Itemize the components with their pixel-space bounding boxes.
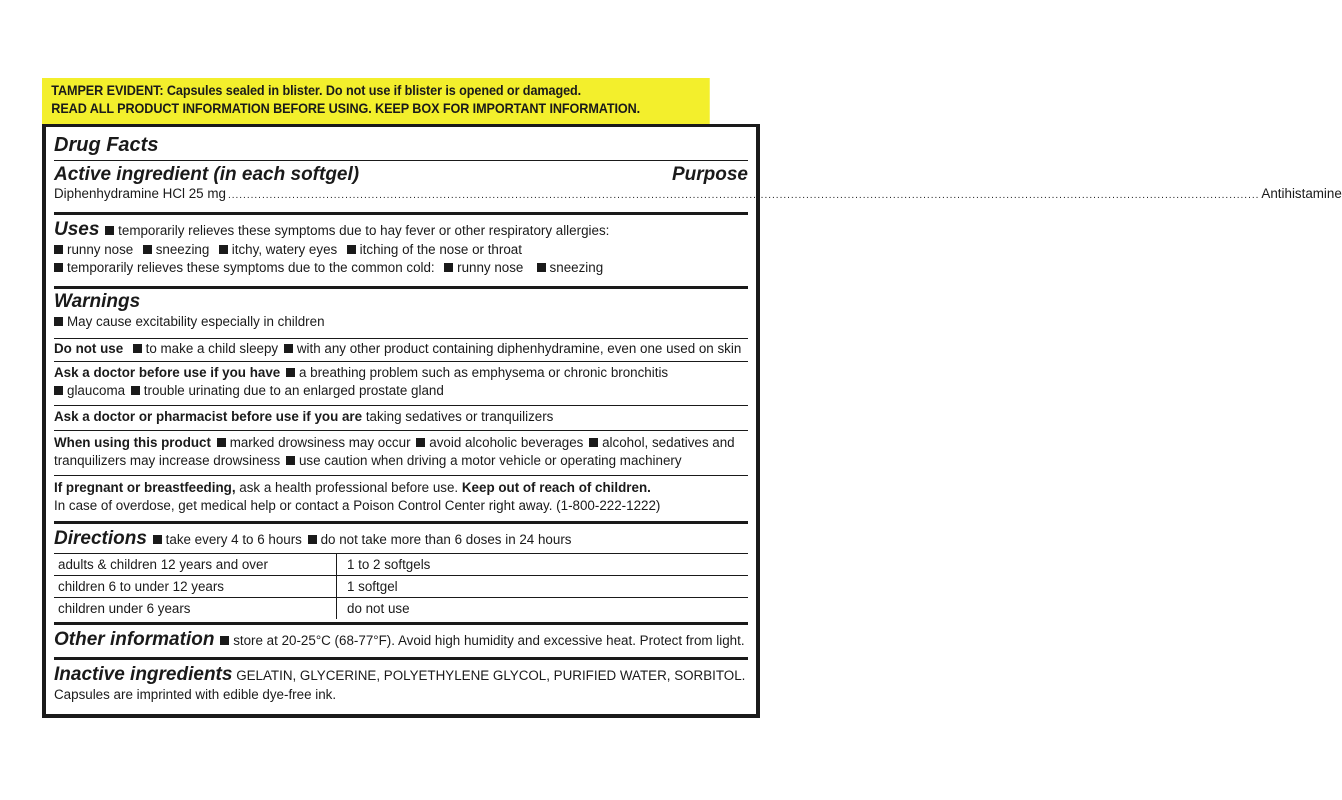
banner-line-2: READ ALL PRODUCT INFORMATION BEFORE USING. KEEP BOX FOR IMPORTANT INFORMATION.: [51, 101, 641, 116]
uses-title: Uses: [54, 219, 100, 240]
bullet-icon: [286, 368, 295, 377]
uses-item: sneezing: [549, 260, 604, 275]
warning-item: glaucoma: [67, 383, 126, 398]
when-using-row: [54, 434, 748, 470]
excitability-warning: May cause excitability especially in children: [67, 314, 325, 329]
other-information-title: Other information: [54, 629, 215, 650]
dose-cell: 1 softgel: [337, 576, 749, 598]
tamper-evident-banner: [42, 78, 710, 124]
bullet-icon: [308, 535, 317, 544]
warning-item: with any other product containing diphenhydramine, even one used on skin: [296, 341, 742, 356]
pregnant-text: ask a health professional before use.: [239, 480, 459, 495]
ask-doctor-row: [54, 364, 748, 400]
bullet-icon: [537, 263, 546, 272]
do-not-use-row: [54, 340, 748, 358]
rule-warnings-2: [54, 361, 748, 362]
bullet-icon: [153, 535, 162, 544]
bullet-icon: [219, 245, 228, 254]
active-ingredient-heading: Active ingredient (in each softgel): [54, 164, 360, 185]
rule-warnings-3: [54, 405, 748, 406]
warnings-section: [54, 291, 748, 331]
keep-out-of-reach: Keep out of reach of children.: [461, 480, 651, 495]
bullet-icon: [131, 386, 140, 395]
bullet-icon: [286, 456, 295, 465]
bullet-icon: [416, 438, 425, 447]
warnings-title: Warnings: [54, 291, 141, 312]
dose-cell: do not use: [337, 598, 749, 620]
ask-pharmacist-row: [54, 408, 748, 426]
dosage-table: [54, 553, 748, 619]
table-row: [54, 598, 748, 620]
bullet-icon: [220, 636, 229, 645]
age-group-cell: adults & children 12 years and over: [54, 554, 337, 576]
rule-after-other-info: [54, 657, 748, 660]
warning-item: marked drowsiness may occur: [229, 435, 411, 450]
directions-item: do not take more than 6 doses in 24 hours: [320, 532, 572, 547]
uses-item: runny nose: [67, 242, 134, 257]
rule-warnings-4: [54, 430, 748, 431]
bullet-icon: [105, 226, 114, 235]
warning-item: use caution when driving a motor vehicle or operating machinery: [298, 453, 682, 468]
rule-after-active: [54, 212, 748, 215]
other-information-section: [54, 629, 748, 651]
warning-item: avoid alcoholic beverages: [429, 435, 584, 450]
bullet-icon: [143, 245, 152, 254]
bullet-icon: [217, 438, 226, 447]
uses-item: itchy, watery eyes: [231, 242, 338, 257]
banner-line-1: TAMPER EVIDENT: Capsules sealed in blister. Do not use if blister is opened or damaged.: [51, 83, 582, 98]
inactive-ingredients-text: GELATIN, GLYCERINE, POLYETHYLENE GLYCOL, PURIFIED WATER, SORBITOL.: [236, 668, 746, 683]
purpose-heading: Purpose: [671, 164, 748, 185]
inactive-ingredients-line-2: Capsules are imprinted with edible dye-free ink.: [54, 687, 337, 702]
directions-header: [54, 528, 748, 550]
bullet-icon: [284, 344, 293, 353]
age-group-cell: children 6 to under 12 years: [54, 576, 337, 598]
pregnancy-row: [54, 479, 748, 515]
drug-facts-panel: [42, 124, 1342, 718]
uses-item: itching of the nose or throat: [359, 242, 522, 257]
rule-after-uses: [54, 286, 748, 289]
ingredient-name: Diphenhydramine HCl 25 mg: [54, 186, 226, 201]
bullet-icon: [133, 344, 142, 353]
directions-item: take every 4 to 6 hours: [165, 532, 302, 547]
inactive-ingredients-title: Inactive ingredients: [54, 664, 233, 685]
uses-line-3: temporarily relieves these symptoms due to the common cold:: [67, 260, 435, 275]
uses-item: sneezing: [155, 242, 210, 257]
when-using-label: When using this product: [54, 435, 211, 450]
leader-dots: .................................................................................................................................................................................................................................................................................: [227, 190, 1260, 201]
rule-after-directions: [54, 622, 748, 625]
bullet-icon: [589, 438, 598, 447]
bullet-icon: [54, 386, 63, 395]
ask-pharmacist-text: taking sedatives or tranquilizers: [365, 409, 554, 424]
bullet-icon: [444, 263, 453, 272]
bullet-icon: [54, 263, 63, 272]
rule-warnings-5: [54, 475, 748, 476]
active-ingredient-section: [54, 164, 1342, 205]
inactive-ingredients-section: [54, 664, 748, 704]
ask-pharmacist-label: Ask a doctor or pharmacist before use if you are: [54, 409, 363, 424]
purpose-value: Antihistamine: [1261, 186, 1342, 201]
warning-item: trouble urinating due to an enlarged prostate gland: [143, 383, 444, 398]
rule-warnings-1: [54, 338, 748, 339]
dose-cell: 1 to 2 softgels: [337, 554, 749, 576]
uses-item: runny nose: [457, 260, 524, 275]
pregnant-label: If pregnant or breastfeeding,: [54, 480, 236, 495]
directions-title: Directions: [54, 528, 147, 549]
ask-doctor-label: Ask a doctor before use if you have: [54, 365, 281, 380]
uses-line-1: temporarily relieves these symptoms due to hay fever or other respiratory allergies:: [118, 223, 610, 238]
top-rule: [42, 124, 760, 127]
other-information-text: store at 20-25°C (68-77°F). Avoid high humidity and excessive heat. Protect from light.: [233, 633, 745, 648]
title-rule: [54, 160, 748, 161]
warning-item: alcohol, sedatives and: [602, 435, 735, 450]
warning-item: a breathing problem such as emphysema or chronic bronchitis: [298, 365, 669, 380]
drug-facts-title: Drug Facts: [54, 134, 159, 156]
uses-section: [54, 219, 748, 277]
warning-item: tranquilizers may increase drowsiness: [54, 453, 281, 468]
rule-after-warnings: [54, 521, 748, 524]
overdose-text: In case of overdose, get medical help or contact a Poison Control Center right away. (1-800-222-1222): [54, 498, 661, 513]
age-group-cell: children under 6 years: [54, 598, 337, 620]
warning-item: to make a child sleepy: [145, 341, 279, 356]
table-row: [54, 576, 748, 598]
bullet-icon: [54, 317, 63, 326]
do-not-use-label: Do not use: [54, 341, 124, 356]
table-row: [54, 554, 748, 576]
bullet-icon: [54, 245, 63, 254]
bullet-icon: [347, 245, 356, 254]
